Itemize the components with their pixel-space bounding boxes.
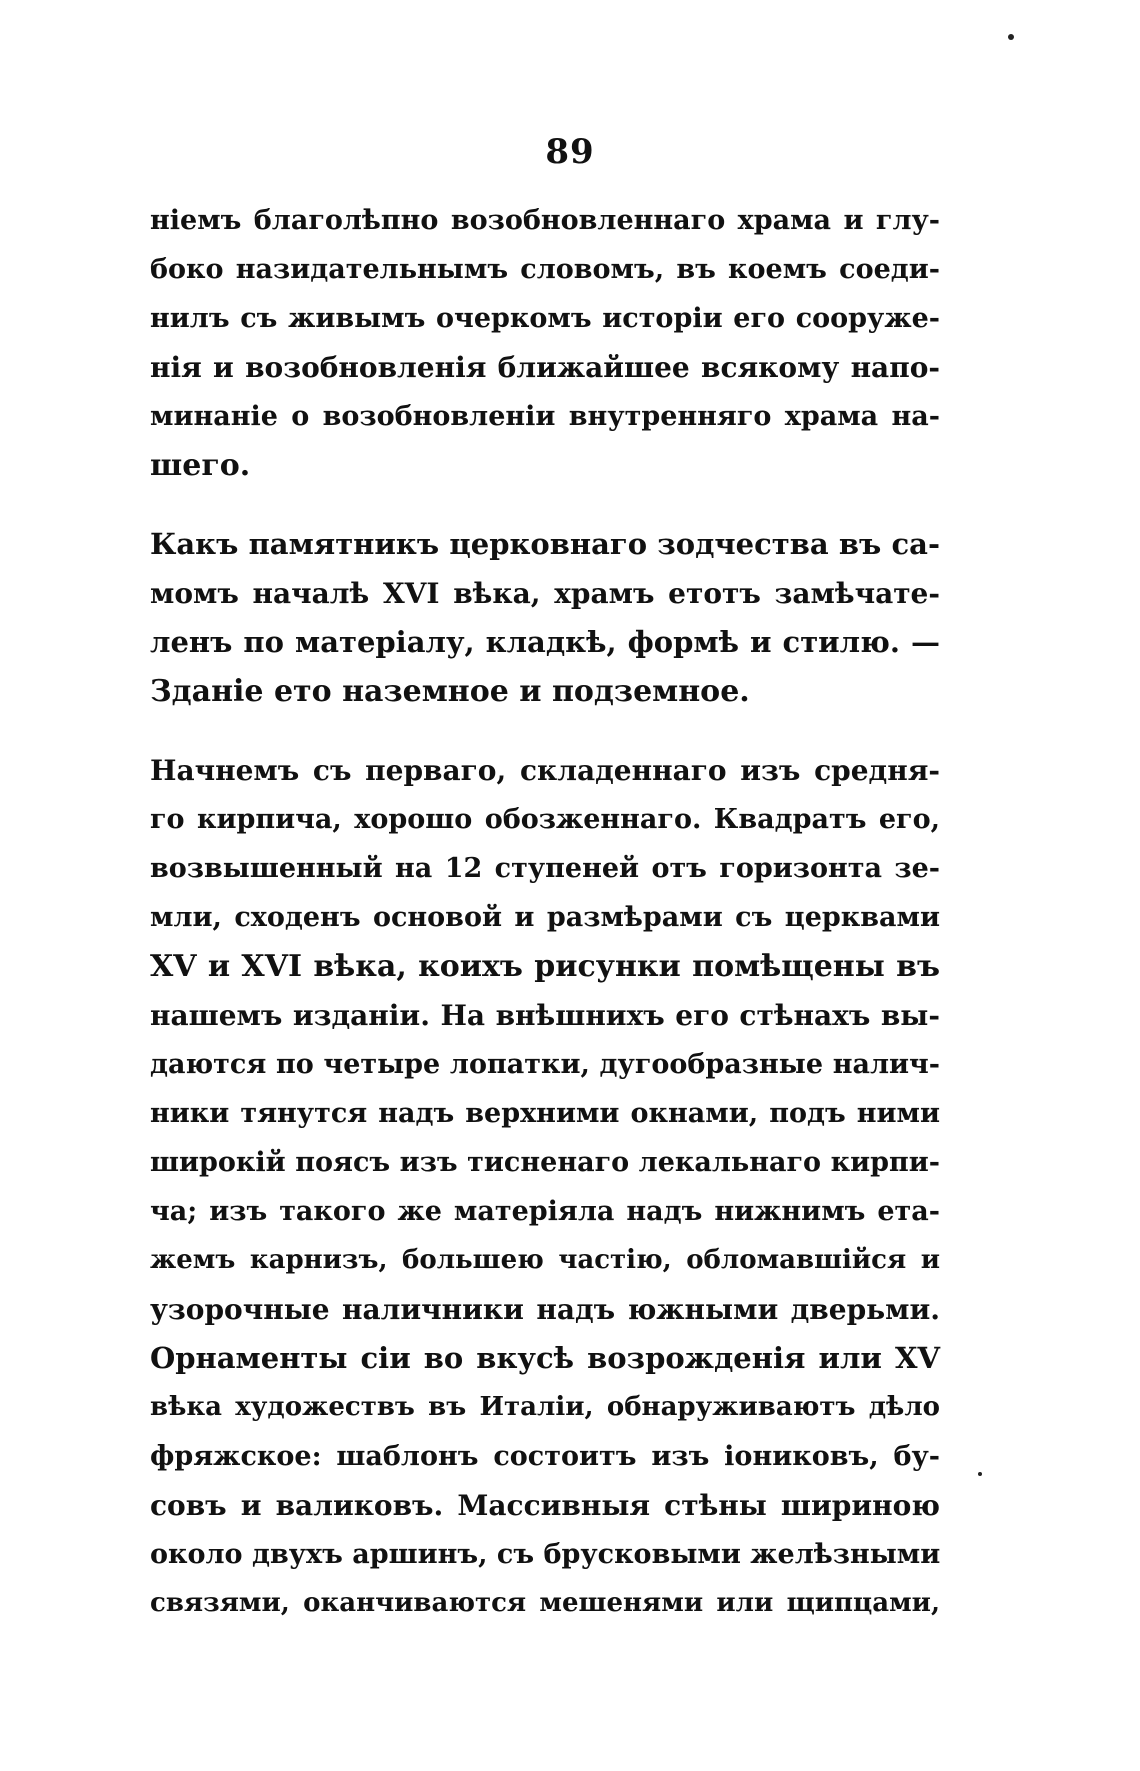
text-line: связями, оканчиваются мешенями или щипцами, [150, 1588, 940, 1618]
text-line: нилъ съ живымъ очеркомъ исторiи его сооруже- [150, 303, 940, 334]
paragraph [150, 746, 940, 1628]
text-line: узорочные наличники надъ южными дверьми. [150, 1293, 940, 1326]
text-line: минанiе о возобновленiи внутренняго храма на- [150, 401, 940, 432]
text-line: ленъ по матерiалу, кладкѣ, формѣ и стилю. — [150, 625, 940, 659]
paragraph [150, 196, 940, 490]
text-line: го кирпича, хорошо обозженнаго. Квадратъ его, [150, 804, 940, 835]
text-line: XV и XVI вѣка, коихъ рисунки помѣщены въ [150, 949, 940, 984]
body-text [150, 196, 940, 1628]
text-line: момъ началѣ XVI вѣка, храмъ етотъ замѣчате- [150, 577, 940, 610]
text-line: нашемъ изданiи. На внѣшнихъ его стѣнахъ вы- [150, 999, 940, 1032]
text-line: мли, сходенъ основой и размѣрами съ церквами [150, 902, 940, 933]
paragraph [150, 520, 940, 716]
text-line: нiя и возобновленiя ближайшее всякому напо- [150, 351, 940, 384]
text-line: возвышенный на 12 ступеней отъ горизонта зе- [150, 853, 940, 884]
text-line: совъ и валиковъ. Массивныя стѣны шириною [150, 1489, 940, 1522]
ink-speck [1008, 34, 1014, 40]
text-line: ники тянутся надъ верхними окнами, подъ ними [150, 1098, 940, 1129]
text-line: боко назидательнымъ словомъ, въ коемъ соеди- [150, 254, 940, 285]
text-line: вѣка художествъ въ Италiи, обнаруживаютъ дѣло [150, 1392, 940, 1422]
text-line: около двухъ аршинъ, съ брусковыми желѣзными [150, 1539, 941, 1570]
page-number: 89 [545, 132, 595, 172]
text-line: Начнемъ съ перваго, складеннаго изъ средня- [150, 754, 940, 787]
text-line: шего. [150, 448, 251, 483]
text-line: широкiй поясъ изъ тисненаго лекальнаго кирпи- [150, 1147, 940, 1178]
text-line: фряжское: шаблонъ состоитъ изъ iониковъ, бу- [150, 1441, 940, 1472]
text-line: Какъ памятникъ церковнаго зодчества въ са- [150, 527, 940, 561]
ink-speck [978, 1472, 982, 1476]
text-line: жемъ карнизъ, большею частiю, обломавшiйся и [150, 1245, 940, 1275]
text-line: Орнаменты сiи во вкусѣ возрожденiя или XV [150, 1341, 940, 1375]
text-line: нiемъ благолѣпно возобновленнаго храма и глу- [150, 205, 940, 236]
text-line: даются по четыре лопатки, дугообразные налич- [150, 1049, 940, 1080]
text-line: ча; изъ такого же матерiяла надъ нижнимъ ета- [150, 1196, 940, 1227]
text-line: Зданiе ето наземное и подземное. [150, 674, 750, 709]
